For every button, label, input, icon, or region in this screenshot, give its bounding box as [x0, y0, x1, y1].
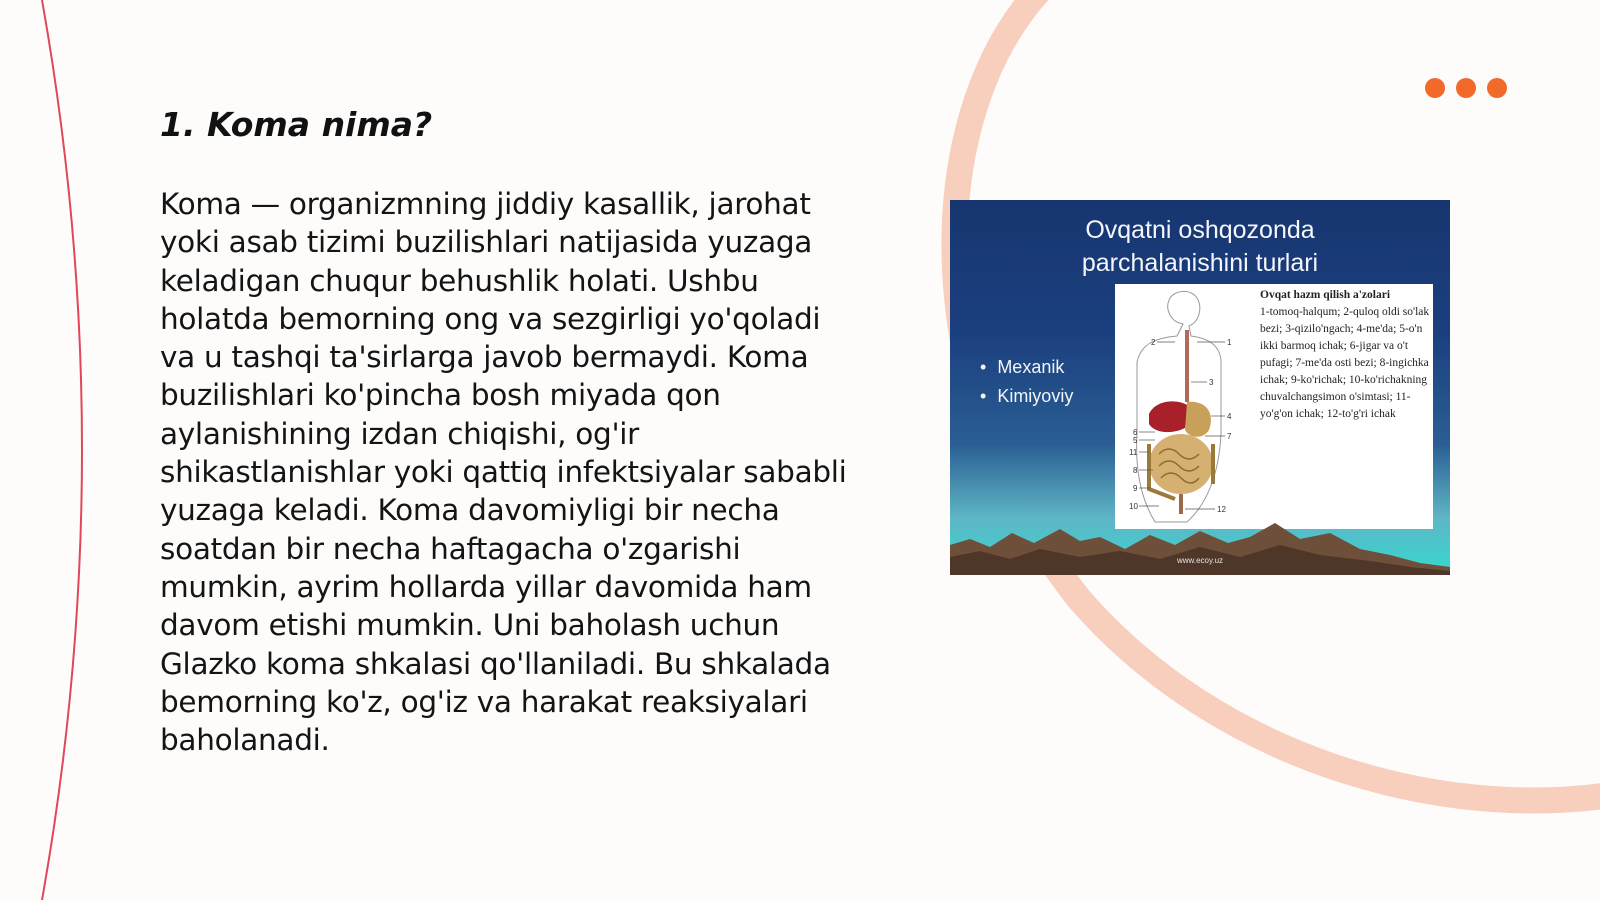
label-12: 12 — [1217, 505, 1226, 514]
slide-title — [950, 214, 1450, 280]
page-title: 1. Koma nima? — [160, 105, 433, 144]
mountain-silhouette — [950, 515, 1450, 575]
label-3: 3 — [1209, 378, 1214, 387]
dot-1 — [1425, 78, 1445, 98]
figure-caption: Ovqat hazm qilish a'zolari — [1260, 289, 1391, 301]
figure-legend — [1260, 287, 1432, 423]
slide-bullet-list — [980, 353, 1073, 411]
label-6: 6 — [1133, 428, 1138, 437]
label-8: 8 — [1133, 466, 1138, 475]
bullet-mexanik: • Mexanik — [980, 353, 1073, 382]
slide-title-line-2: parchalanishini turlari — [1081, 249, 1319, 277]
slide-url: www.ecoy.uz — [1176, 556, 1224, 565]
digestive-figure — [1115, 284, 1433, 529]
digestive-system-illustration — [1115, 284, 1260, 529]
label-7: 7 — [1227, 432, 1232, 441]
dot-3 — [1487, 78, 1507, 98]
bullet-kimiyoviy: • Kimiyoviy — [980, 382, 1073, 411]
label-5: 5 — [1133, 436, 1138, 445]
body-paragraph: Koma — organizmning jiddiy kasallik, jarohat yoki asab tizimi buzilishlari natijasida yuzaga keladigan chuqur behushlik holati. Ushbu holatda bemorning ong va sezgirligi yo'qoladi va u tashqi ta'sirlarga javob bermaydi. Koma buzilishlari ko'pincha bosh miyada qon aylanishining izdan chiqishi, og'ir shikastlanishlar yoki qattiq infektsiyalar sababli yuzaga keladi. Koma davomiyligi bir necha soatdan bir necha haftagacha o'zgarishi mumkin, ayrim hollarda yillar davomida ham davom etishi mumkin. Uni baholash uchun Glazko koma shkalasi qo'llaniladi. Bu shkalada bemorning ko'z, og'iz va harakat reaksiyalari baholanadi. — [160, 187, 847, 758]
label-9: 9 — [1133, 484, 1138, 493]
slide-title-line-1: Ovqatni oshqozonda — [1085, 216, 1315, 244]
dot-2 — [1456, 78, 1476, 98]
label-10: 10 — [1129, 502, 1138, 511]
embedded-slide-image — [950, 200, 1450, 575]
left-edge-curve — [42, 0, 82, 900]
figure-description: 1-tomoq-halqum; 2-quloq oldi so'lak bezi; 3-qizilo'ngach; 4-me'da; 5-o'n ikki barmoq ichak; 6-jigar va o't pufagi; 7-me'da osti bezi; 8-ingichka ichak; 9-ko'richak; 10-ko'richakning chuvalchangsimon o'simtasi; 11-yo'g'on ichak; 12-to'g'ri ichak — [1260, 306, 1430, 420]
label-11: 11 — [1129, 448, 1138, 457]
label-4: 4 — [1227, 412, 1232, 421]
more-dots-icon — [1425, 78, 1507, 98]
label-1: 1 — [1227, 338, 1232, 347]
label-2: 2 — [1151, 338, 1156, 347]
